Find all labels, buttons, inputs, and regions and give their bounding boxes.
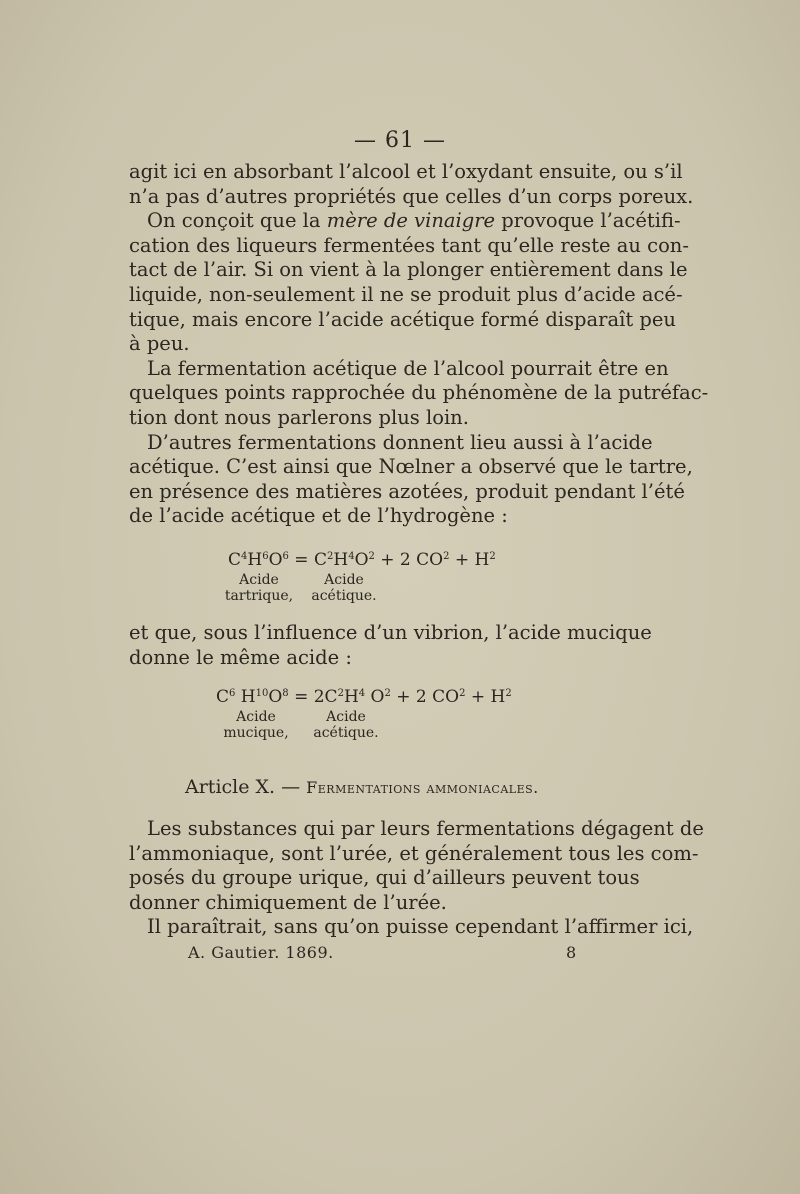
signature-mark: 8: [566, 943, 577, 962]
label-line: Acide: [326, 709, 366, 725]
formula-index: 4: [241, 551, 248, 562]
label-line: Acide: [236, 709, 276, 725]
formula-symbol: H: [343, 687, 359, 707]
text-line: quelques points rapprochée du phénomène de la putréfac-: [129, 381, 709, 405]
formula-index: 6: [282, 551, 289, 562]
text-line: tion dont nous parlerons plus loin.: [129, 405, 469, 429]
text-line: de l’acide acétique et de l’hydrogène :: [129, 504, 508, 528]
text-line: D’autres fermentations donnent lieu aussi à l’acide: [147, 430, 653, 454]
text-line: donner chimiquement de l’urée.: [129, 890, 447, 914]
text-line: l’ammoniaque, sont l’urée, et généralement tous les com-: [129, 841, 699, 865]
text-line: donne le même acide :: [129, 645, 352, 669]
text-line: tact de l’air. Si on vient à la plonger entièrement dans le: [129, 258, 688, 282]
text-line: et que, sous l’influence d’un vibrion, l’acide mucique: [129, 621, 652, 644]
formula-term: + H: [465, 687, 506, 707]
label-line: tartrique,: [224, 588, 294, 604]
text-line: n’a pas d’autres propriétés que celles d’un corps poreux.: [129, 184, 694, 208]
formula-symbol: C: [313, 550, 327, 570]
chemical-equation-1: [228, 550, 496, 570]
formula-label-tartaric: [224, 572, 294, 604]
label-line: Acide: [239, 572, 279, 588]
formula-symbol: H: [235, 687, 256, 707]
formula-symbol: O: [268, 550, 283, 570]
formula-index: 6: [262, 551, 269, 562]
formula-index: 4: [358, 688, 366, 699]
label-line: acétique.: [311, 588, 377, 604]
text-line: posés du groupe urique, qui d’ailleurs peuvent tous: [129, 866, 640, 890]
formula-term: + 2 CO: [390, 687, 460, 707]
formula-symbol: C: [228, 550, 242, 570]
text-line: acétique. C’est ainsi que Nœlner a observé que le tartre,: [129, 455, 693, 479]
formula-symbol: O: [354, 550, 369, 570]
heading-title: Fermentations ammoniacales.: [306, 778, 539, 797]
chemical-equation-2: [216, 687, 512, 707]
text-body-2: [129, 621, 652, 670]
paragraph-7: [129, 915, 694, 940]
formula-term: + H: [449, 550, 490, 570]
formula-symbol: O: [268, 687, 283, 707]
text-line: en présence des matières azotées, produit pendant l’été: [129, 479, 685, 503]
formula-index: 2: [505, 688, 512, 699]
formula-symbol: 2C: [313, 687, 338, 707]
text-line: Les substances qui par leurs fermentations dégagent de: [147, 817, 704, 840]
formula-index: 8: [282, 688, 289, 699]
label-line: acétique.: [313, 725, 379, 741]
text-segment: On conçoit que la: [147, 209, 327, 233]
text-line: agit ici en absorbant l’alcool et l’oxydant ensuite, ou s’il: [129, 160, 683, 183]
text-line: cation des liqueurs fermentées tant qu’elle reste au con-: [129, 233, 689, 257]
text-line: Il paraîtrait, sans qu’on puisse cependant l’affirmer ici,: [147, 915, 694, 939]
formula-label-acetic-2: [308, 709, 384, 741]
text-body-3: [129, 817, 704, 940]
text-body: [129, 160, 709, 529]
formula-index: 4: [348, 551, 355, 562]
formula-label-mucic: [218, 709, 294, 741]
formula-index: 2: [368, 551, 375, 562]
text-segment: provoque l’acétifi-: [495, 209, 681, 233]
formula-index: 2: [384, 688, 391, 699]
section-heading: [185, 776, 539, 798]
formula-index: 2: [489, 551, 496, 562]
text-line: La fermentation acétique de l’alcool pourrait être en: [147, 356, 669, 380]
paragraph-4: [129, 430, 693, 529]
text-line: [129, 209, 681, 234]
footer-signature: A. Gautier. 1869.: [188, 943, 334, 962]
heading-prefix: Article X. —: [185, 776, 307, 798]
formula-index: 10: [255, 688, 269, 699]
italic-term: mère de vinaigre: [326, 209, 496, 233]
label-line: Acide: [324, 572, 364, 588]
formula-term: + 2 CO: [374, 550, 444, 570]
paragraph-5: [129, 621, 652, 670]
formula-equals: =: [288, 687, 314, 707]
formula-symbol: C: [216, 687, 230, 707]
formula-symbol: H: [247, 550, 263, 570]
formula-symbol: O: [365, 687, 385, 707]
formula-index: 2: [326, 551, 334, 562]
formula-symbol: H: [333, 550, 349, 570]
formula-index: 2: [337, 688, 344, 699]
paragraph-2: [129, 209, 689, 357]
paragraph-6: [129, 817, 704, 915]
formula-index: 6: [229, 688, 236, 699]
text-line: liquide, non-seulement il ne se produit plus d’acide acé-: [129, 282, 683, 306]
formula-equals: =: [288, 550, 314, 570]
text-line: tique, mais encore l’acide acétique formé disparaît peu: [129, 307, 676, 331]
paragraph-3: [129, 356, 709, 431]
text-line: à peu.: [129, 332, 190, 356]
label-line: mucique,: [223, 725, 289, 741]
formula-index: 2: [443, 551, 450, 562]
page-number: — 61 —: [354, 128, 446, 153]
formula-label-acetic-1: [306, 572, 382, 604]
formula-index: 2: [459, 688, 466, 699]
paragraph-1: [129, 160, 694, 209]
